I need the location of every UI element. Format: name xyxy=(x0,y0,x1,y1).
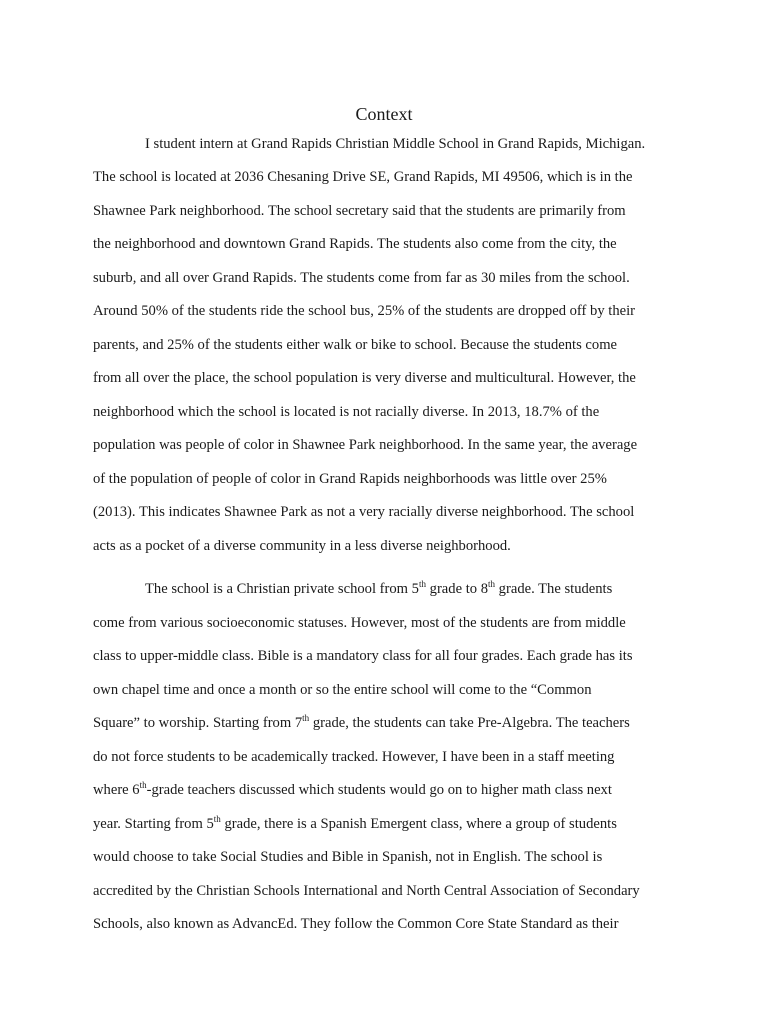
text-line: Around 50% of the students ride the school bus, 25% of the students are dropped off by their xyxy=(93,303,636,319)
text-line: from all over the place, the school population is very diverse and multicultural. However, the xyxy=(93,370,636,386)
text-line: The school is located at 2036 Chesaning Drive SE, Grand Rapids, MI 49506, which is in the xyxy=(93,169,633,185)
text-line: come from various socioeconomic statuses. However, most of the students are from middle xyxy=(93,615,626,631)
text-line: Schools, also known as AdvancEd. They follow the Common Core State Standard as their xyxy=(93,916,619,932)
text-line: year. Starting from 5th grade, there is a Spanish Emergent class, where a group of students xyxy=(93,814,617,832)
text-line: acts as a pocket of a diverse community in a less diverse neighborhood. xyxy=(93,538,511,554)
text-line: of the population of people of color in Grand Rapids neighborhoods was little over 25% xyxy=(93,471,607,487)
text-line: do not force students to be academically tracked. However, I have been in a staff meeting xyxy=(93,749,615,765)
text-line: suburb, and all over Grand Rapids. The students come from far as 30 miles from the school. xyxy=(93,270,630,286)
text-line: accredited by the Christian Schools International and North Central Association of Secondary xyxy=(93,883,640,899)
text-line: Shawnee Park neighborhood. The school secretary said that the students are primarily from xyxy=(93,203,626,219)
text-line: the neighborhood and downtown Grand Rapids. The students also come from the city, the xyxy=(93,236,617,252)
text-line: parents, and 25% of the students either walk or bike to school. Because the students come xyxy=(93,337,618,353)
text-line: neighborhood which the school is located is not racially diverse. In 2013, 18.7% of the xyxy=(93,404,600,420)
text-line: class to upper-middle class. Bible is a mandatory class for all four grades. Each grade has its xyxy=(93,648,633,664)
text-line: The school is a Christian private school from 5th grade to 8th grade. The students xyxy=(145,579,613,597)
page-title: Context xyxy=(355,104,413,124)
text-line: would choose to take Social Studies and Bible in Spanish, not in English. The school is xyxy=(93,849,603,865)
text-line: where 6th-grade teachers discussed which students would go on to higher math class next xyxy=(93,780,612,798)
text-line: (2013). This indicates Shawnee Park as not a very racially diverse neighborhood. The school xyxy=(93,504,635,520)
text-line: own chapel time and once a month or so the entire school will come to the “Common xyxy=(93,682,592,698)
text-line: I student intern at Grand Rapids Christian Middle School in Grand Rapids, Michigan. xyxy=(145,136,646,152)
text-line: population was people of color in Shawnee Park neighborhood. In the same year, the average xyxy=(93,437,638,453)
text-line: Square” to worship. Starting from 7th grade, the students can take Pre-Algebra. The teachers xyxy=(93,713,630,731)
